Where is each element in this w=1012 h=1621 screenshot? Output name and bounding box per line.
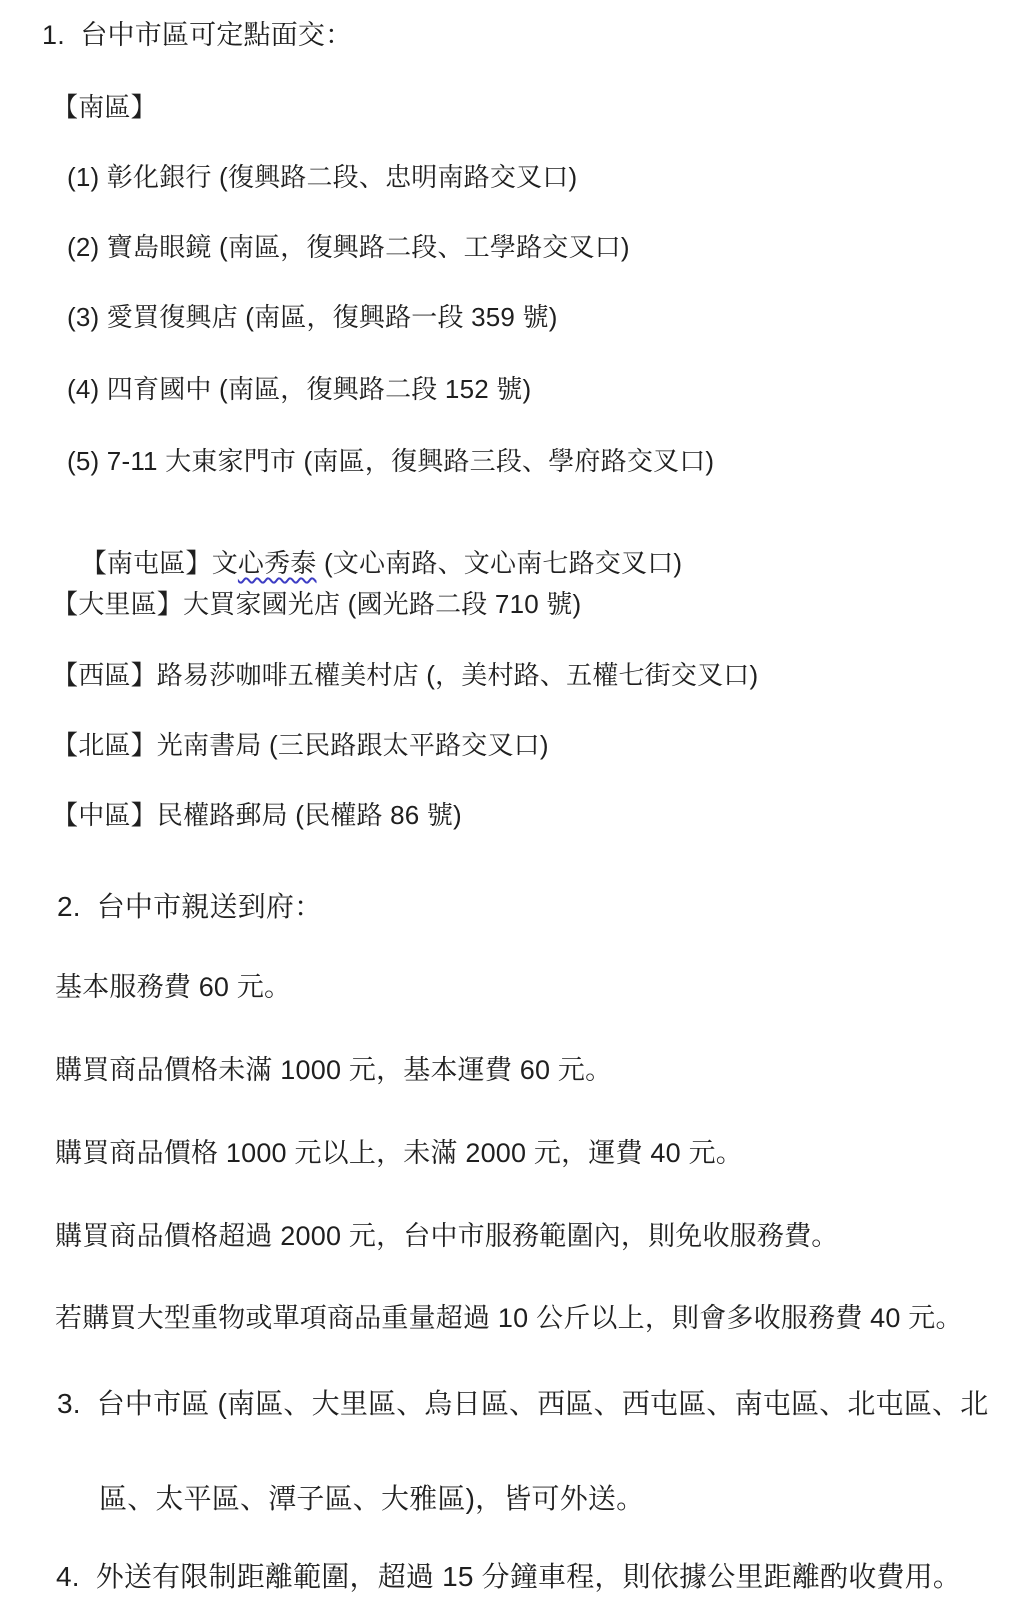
- district-central-line: 【中區】民權路郵局 (民權路 86 號): [52, 800, 462, 830]
- section-1-heading: 1. 台中市區可定點面交：: [42, 20, 353, 50]
- district-nantun-post: (文心南路、文心南七路交叉口): [316, 547, 683, 578]
- base-service-fee-line: 基本服務費 60 元。: [55, 972, 292, 1002]
- fee-over-2000-line: 購買商品價格超過 2000 元，台中市服務範圍內，則免收服務費。: [55, 1221, 839, 1251]
- district-west-line: 【西區】路易莎咖啡五權美村店 (，美村路、五權七街交叉口): [52, 660, 759, 690]
- spellcheck-flagged-text: 心秀泰: [237, 547, 317, 578]
- section-3-heading-line-1: 3. 台中市區 (南區、大里區、烏日區、西區、西屯區、南屯區、北屯區、北: [57, 1388, 989, 1419]
- district-label-south: 【南區】: [52, 92, 157, 122]
- pickup-location-2: (2) 寶島眼鏡 (南區，復興路二段、工學路交叉口): [67, 232, 630, 262]
- section-2-heading: 2. 台中市親送到府：: [57, 891, 323, 922]
- pickup-location-3: (3) 愛買復興店 (南區，復興路一段 359 號): [67, 302, 558, 332]
- fee-under-1000-line: 購買商品價格未滿 1000 元，基本運費 60 元。: [55, 1055, 613, 1085]
- district-dali-line: 【大里區】大買家國光店 (國光路二段 710 號): [52, 589, 582, 619]
- pickup-location-1: (1) 彰化銀行 (復興路二段、忠明南路交叉口): [67, 162, 578, 192]
- district-nantun-pre: 【南屯區】文: [80, 547, 238, 578]
- pickup-location-4: (4) 四育國中 (南區，復興路二段 152 號): [67, 374, 532, 404]
- section-4-heading: 4. 外送有限制距離範圍，超過 15 分鐘車程，則依據公里距離酌收費用。: [56, 1561, 962, 1592]
- pickup-location-5: (5) 7-11 大東家門市 (南區，復興路三段、學府路交叉口): [67, 446, 715, 476]
- fee-1000-to-2000-line: 購買商品價格 1000 元以上，未滿 2000 元，運費 40 元。: [55, 1138, 743, 1168]
- heavy-item-surcharge-line: 若購買大型重物或單項商品重量超過 10 公斤以上，則會多收服務費 40 元。: [55, 1303, 963, 1333]
- district-north-line: 【北區】光南書局 (三民路跟太平路交叉口): [52, 730, 549, 760]
- section-3-heading-line-2: 區、太平區、潭子區、大雅區)，皆可外送。: [99, 1483, 645, 1514]
